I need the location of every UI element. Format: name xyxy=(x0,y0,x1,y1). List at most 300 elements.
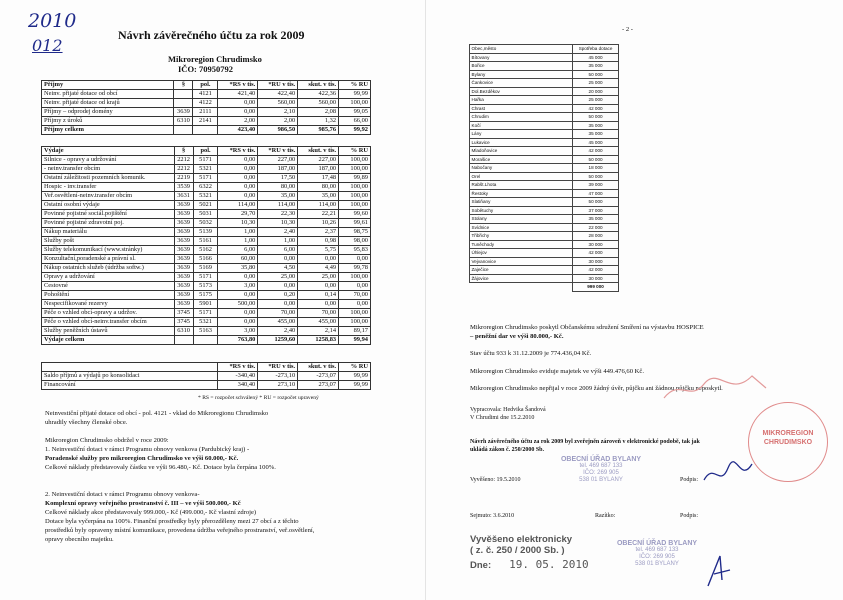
table-cell: 70,00 xyxy=(298,309,339,318)
table-cell: 5169 xyxy=(193,264,218,273)
table-cell: 66,00 xyxy=(339,117,371,126)
table-cell: 0,00 xyxy=(218,192,258,201)
municipalities-table xyxy=(469,44,619,292)
income-table xyxy=(41,80,371,135)
page-fold xyxy=(425,0,426,600)
table-cell: 422,36 xyxy=(298,90,339,99)
table-cell: 42 000 xyxy=(573,104,619,113)
table-cell xyxy=(174,90,193,99)
table-cell: 42 000 xyxy=(573,266,619,275)
table-cell: 99,94 xyxy=(339,336,371,345)
table-cell: 4,49 xyxy=(298,264,339,273)
table-row xyxy=(42,381,371,390)
table-cell: 0,00 xyxy=(339,255,371,264)
table-cell: 100,00 xyxy=(339,99,371,108)
office-stamp-1-zip: 538 01 BYLANY xyxy=(579,477,623,483)
table-cell: 47 000 xyxy=(573,189,619,198)
table-cell: skut. v tis. xyxy=(298,81,339,90)
table-cell: 10,26 xyxy=(298,219,339,228)
table-cell: 3639 xyxy=(174,300,193,309)
table-cell: Péče o vzhled obcí-neinv.transfer obcím xyxy=(42,318,175,327)
table-cell: 2,00 xyxy=(258,117,298,126)
table-cell: Svídnice xyxy=(470,223,573,232)
table-cell: 0,00 xyxy=(218,156,258,165)
table-row xyxy=(470,113,619,122)
table-cell: Příjmy z úroků xyxy=(42,117,174,126)
table-cell: 2,40 xyxy=(258,228,298,237)
table-row xyxy=(42,327,371,336)
table-row xyxy=(470,155,619,164)
paragraph-1-line-1: Neinvestiční přijaté dotace od obcí - pol. 4121 - vklad do Mikroregionu Chrudimsko xyxy=(45,410,269,417)
table-cell: 340,40 xyxy=(218,381,258,390)
table-cell: 0,20 xyxy=(258,291,298,300)
table-cell: Lukavice xyxy=(470,138,573,147)
prepared-date: V Chrudimi dne 15.2.2010 xyxy=(470,415,535,421)
table-cell: 3639 xyxy=(174,237,193,246)
document-title: Návrh závěrečného účtu za rok 2009 xyxy=(118,28,305,42)
table-cell: 985,76 xyxy=(298,126,339,135)
table-cell: % RU xyxy=(339,363,371,372)
table-cell: 5139 xyxy=(193,228,218,237)
table-cell: 100,00 xyxy=(339,318,371,327)
table-cell xyxy=(193,126,218,135)
table-row xyxy=(470,70,619,79)
electronic-posting-date: 19. 05. 2010 xyxy=(509,558,589,571)
table-cell: Dol.Bezděkov xyxy=(470,87,573,96)
table-cell: Tuněchody xyxy=(470,240,573,249)
table-row xyxy=(470,181,619,190)
table-cell: 0,00 xyxy=(218,174,258,183)
table-cell: § xyxy=(174,81,193,90)
table-row xyxy=(42,90,371,99)
table-cell: 3639 xyxy=(174,264,193,273)
table-cell: 100,00 xyxy=(339,309,371,318)
office-stamp-1-tel: tel. 469 687 133 xyxy=(579,463,623,469)
table-row xyxy=(470,198,619,207)
table-row xyxy=(470,62,619,71)
table-header-row xyxy=(42,147,371,156)
table-row xyxy=(42,183,371,192)
table-cell: 0,00 xyxy=(298,255,339,264)
table-cell: 6,00 xyxy=(258,246,298,255)
table-row xyxy=(42,291,371,300)
table-cell: 0,00 xyxy=(298,300,339,309)
table-cell: 25 000 xyxy=(573,96,619,105)
table-row xyxy=(470,53,619,62)
table-cell: 99,99 xyxy=(339,372,371,381)
table-cell: 0,00 xyxy=(258,282,298,291)
table-cell: 28 000 xyxy=(573,232,619,241)
table-cell: 0,00 xyxy=(339,300,371,309)
table-cell: 2,10 xyxy=(258,108,298,117)
table-cell: 422,40 xyxy=(258,90,298,99)
table-cell: pol. xyxy=(193,81,218,90)
table-cell: 4121 xyxy=(193,90,218,99)
office-stamp-2 xyxy=(612,540,702,568)
paragraph-3-line-3: Celkové náklady akce představovaly 999.000,- Kč (499.000,- Kč vlastní zdroje) xyxy=(45,509,257,516)
table-cell: 3639 xyxy=(174,246,193,255)
office-stamp-2-tel: tel. 469 687 133 xyxy=(635,547,679,553)
table-cell: Služby telekomunikací (www.stránky) xyxy=(42,246,175,255)
table-cell: Mladoňovice xyxy=(470,147,573,156)
table-row xyxy=(470,164,619,173)
table-cell: 3,00 xyxy=(218,282,258,291)
table-cell: 35 000 xyxy=(573,121,619,130)
table-cell: 5321 xyxy=(193,165,218,174)
table-cell: Výdaje celkem xyxy=(42,336,175,345)
table-cell: 20 000 xyxy=(573,87,619,96)
table-cell: skut. v tis. xyxy=(298,363,339,372)
table-cell: 100,00 xyxy=(339,165,371,174)
table-total-row xyxy=(42,336,371,345)
table-cell: 0,00 xyxy=(258,255,298,264)
table-row xyxy=(42,210,371,219)
table-cell: 0,00 xyxy=(218,273,258,282)
table-cell: % RU xyxy=(339,147,371,156)
table-cell: 30 000 xyxy=(573,257,619,266)
table-row xyxy=(42,228,371,237)
table-row xyxy=(470,104,619,113)
table-cell: 70,00 xyxy=(258,309,298,318)
table-cell: 35,00 xyxy=(258,192,298,201)
table-cell: 60,00 xyxy=(218,255,258,264)
table-row xyxy=(42,165,371,174)
round-stamp-text: MIKROREGION CHRUDIMSKO xyxy=(762,430,814,446)
table-cell: Třibřichy xyxy=(470,232,573,241)
table-cell: -273,07 xyxy=(298,372,339,381)
table-cell: 423,40 xyxy=(218,126,258,135)
table-cell: Saldo příjmů a výdajů po konsolidaci xyxy=(42,372,218,381)
table-cell: Vejvanovice xyxy=(470,257,573,266)
table-cell: 3745 xyxy=(174,318,193,327)
table-cell: 25,00 xyxy=(258,273,298,282)
table-row xyxy=(470,147,619,156)
table-cell: 35,00 xyxy=(298,192,339,201)
table-cell: 3639 xyxy=(174,228,193,237)
table-cell: 37 000 xyxy=(573,206,619,215)
table-cell: Konzultační,poradenské a právní sl. xyxy=(42,255,175,264)
red-signature-icon xyxy=(660,368,770,408)
table-cell: Služby pošt xyxy=(42,237,175,246)
electronic-posting-law: ( z. č. 250 / 2000 Sb. ) xyxy=(470,545,565,556)
table-cell: 5901 xyxy=(193,300,218,309)
paragraph-3-line-2: Komplexní opravy veřejného prostranství č. III – ve výši 500.000,- Kč xyxy=(45,500,241,507)
table-cell: 2141 xyxy=(193,117,218,126)
table-cell: 5166 xyxy=(193,255,218,264)
table-cell: 5161 xyxy=(193,237,218,246)
table-cell: 1,00 xyxy=(258,237,298,246)
table-cell: 2,40 xyxy=(258,327,298,336)
handwritten-year: 2010 xyxy=(28,10,77,32)
table-row xyxy=(470,96,619,105)
table-cell: -273,10 xyxy=(258,372,298,381)
table-cell xyxy=(174,336,193,345)
table-row xyxy=(42,174,371,183)
table-cell: 0,00 xyxy=(218,309,258,318)
table-cell: 5171 xyxy=(193,309,218,318)
table-cell: Příjmy xyxy=(42,81,174,90)
table-cell: Nákup ostatních služeb (údržba softw.) xyxy=(42,264,175,273)
table-cell: 35 000 xyxy=(573,215,619,224)
table-cell: 18 000 xyxy=(573,164,619,173)
table-cell: 80,00 xyxy=(298,183,339,192)
table-row xyxy=(470,87,619,96)
table-cell: 95,83 xyxy=(339,246,371,255)
table-cell: Péče o vzhled obcí-opravy a udržov. xyxy=(42,309,175,318)
table-cell: 10,30 xyxy=(218,219,258,228)
office-stamp-2-name: OBECNÍ ÚŘAD BYLANY xyxy=(616,540,698,547)
table-cell: 0,00 xyxy=(218,318,258,327)
table-cell xyxy=(193,336,218,345)
table-row xyxy=(470,130,619,139)
table-cell: 22,21 xyxy=(298,210,339,219)
table-cell: 99,78 xyxy=(339,264,371,273)
signature-2-icon xyxy=(700,550,740,590)
table-cell: 5171 xyxy=(193,156,218,165)
table-cell: 98,00 xyxy=(339,237,371,246)
posted-date: Vyvěšeno: 19.5.2010 xyxy=(470,477,521,483)
table-cell: 100,00 xyxy=(339,156,371,165)
page-number: - 2 - xyxy=(622,26,633,33)
table-cell: 6,00 xyxy=(218,246,258,255)
table-cell: Neinv. přijaté dotace od obcí xyxy=(42,90,174,99)
table-cell: 455,00 xyxy=(258,318,298,327)
table-cell: Sobětuchy xyxy=(470,206,573,215)
table-cell: 5163 xyxy=(193,327,218,336)
table-cell: Hařka xyxy=(470,96,573,105)
table-cell: 3639 xyxy=(174,255,193,264)
table-cell: 0,00 xyxy=(339,282,371,291)
table-row xyxy=(470,189,619,198)
office-stamp-1-ico: IČO: 269 905 xyxy=(583,470,619,476)
hospice-gift-line-1: Mikroregion Chrudimsko poskytl Občanskému sdružení Smíření na výstavbu HOSPICE xyxy=(470,324,704,331)
table-row xyxy=(470,138,619,147)
table-cell: *RS v tis. xyxy=(218,147,258,156)
table-cell: 1,00 xyxy=(218,237,258,246)
table-cell: 45 000 xyxy=(573,138,619,147)
table-cell: Řestoky xyxy=(470,189,573,198)
table-cell: 3639 xyxy=(174,273,193,282)
table-cell: 6310 xyxy=(174,117,193,126)
no-loans-statement: Mikroregion Chrudimsko nepřijal v roce 2009 žádný úvěr, půjčku ani žádnou půjčku neposkytl. xyxy=(470,385,723,392)
table-cell: 763,80 xyxy=(218,336,258,345)
table-cell: 227,00 xyxy=(298,156,339,165)
table-cell: 30 000 xyxy=(573,274,619,283)
table-row xyxy=(470,121,619,130)
table-row xyxy=(470,223,619,232)
table-cell: Obec,město xyxy=(470,45,573,54)
table-cell xyxy=(42,363,218,372)
table-cell: 0,98 xyxy=(298,237,339,246)
signature-1-icon xyxy=(700,458,760,488)
table-cell: 99,99 xyxy=(339,90,371,99)
table-cell: - neinv.transfer obcím xyxy=(42,165,175,174)
table-cell: skut. v tis. xyxy=(298,147,339,156)
table-cell: 2219 xyxy=(174,174,193,183)
table-cell: 25 000 xyxy=(573,79,619,88)
publication-note-line-1: Návrh závěrečného účtu za rok 2009 byl zveřejněn zároveň v elektronické podobě, tak jak xyxy=(470,439,700,445)
paragraph-2-line-4: Celkové náklady představovaly částku ve výši 96.480,- Kč. Dotace byla čerpána 100%. xyxy=(45,464,276,471)
table-total-row xyxy=(470,283,619,292)
table-cell: Nákup materiálu xyxy=(42,228,175,237)
table-cell: 99,99 xyxy=(339,381,371,390)
table-cell: 99,60 xyxy=(339,210,371,219)
table-cell: 35,80 xyxy=(218,264,258,273)
table-cell: Veř.osvětlení-neinv.transfer obcím xyxy=(42,192,175,201)
table-cell: Cestovné xyxy=(42,282,175,291)
table-cell: 5321 xyxy=(193,192,218,201)
table-cell: 98,75 xyxy=(339,228,371,237)
signature-label-2: Podpis: xyxy=(680,513,699,519)
table-cell: 4122 xyxy=(193,99,218,108)
table-cell: 25,00 xyxy=(298,273,339,282)
table-cell: 3639 xyxy=(174,108,193,117)
table-cell: Kočí xyxy=(470,121,573,130)
table-cell: Financování xyxy=(42,381,218,390)
table-cell: *RS v tis. xyxy=(218,363,258,372)
table-cell: 1,00 xyxy=(218,228,258,237)
table-row xyxy=(42,117,371,126)
paragraph-1-line-2: uhradily všechny členské obce. xyxy=(45,419,128,426)
footnote: * RS = rozpočet schválený * RU = rozpočet upravený xyxy=(198,395,319,401)
table-row xyxy=(42,99,371,108)
table-row xyxy=(42,219,371,228)
signature-label-1: Podpis: xyxy=(680,477,699,483)
table-cell: Orel xyxy=(470,172,573,181)
electronic-posting-title: Vyvěšeno elektronicky xyxy=(470,534,573,545)
paragraph-2-line-3: Poradenské služby pro mikroregion Chrudimsko ve výši 60.000,- Kč. xyxy=(45,455,239,462)
table-cell: 80,00 xyxy=(258,183,298,192)
table-cell: Bořice xyxy=(470,62,573,71)
paragraph-2-line-2: 1. Neinvestiční dotaci v rámci Programu obnovy venkova (Pardubický kraj) - xyxy=(45,446,250,453)
table-cell: 45 000 xyxy=(573,53,619,62)
table-cell: Bítovany xyxy=(470,53,573,62)
stamp-label: Razítko: xyxy=(595,513,616,519)
table-cell: 999 000 xyxy=(573,283,619,292)
table-cell: Ostatní záležitosti pozemních komunik. xyxy=(42,174,175,183)
office-stamp-1-name: OBECNÍ ÚŘAD BYLANY xyxy=(560,456,642,463)
table-cell: Opravy a udržování xyxy=(42,273,175,282)
table-cell: 1259,60 xyxy=(258,336,298,345)
table-cell: Služby peněžních ústavů xyxy=(42,327,175,336)
table-cell: 3639 xyxy=(174,201,193,210)
table-cell: 2212 xyxy=(174,156,193,165)
table-cell: 6322 xyxy=(193,183,218,192)
table-row xyxy=(470,249,619,258)
table-cell: 0,00 xyxy=(218,165,258,174)
table-cell: 3639 xyxy=(174,210,193,219)
table-row xyxy=(470,274,619,283)
table-row xyxy=(470,266,619,275)
table-row xyxy=(42,108,371,117)
organization-name: Mikroregion Chrudimsko xyxy=(168,54,262,64)
table-cell: 3,00 xyxy=(218,327,258,336)
table-cell: 30 000 xyxy=(573,240,619,249)
table-cell: 187,00 xyxy=(258,165,298,174)
table-total-row xyxy=(42,126,371,135)
property-value: Mikroregion Chrudimsko eviduje majetek ve výši 449.476,60 Kč. xyxy=(470,368,644,375)
paragraph-3-line-5: prostředků byly opraveny místní komunikace, provedena údržba veřejného prostranství, veř.osvětlení, xyxy=(45,527,315,534)
table-cell: 0,14 xyxy=(298,291,339,300)
paragraph-2-line-1: Mikroregion Chrudimsko obdržel v roce 2009: xyxy=(45,437,169,444)
table-cell: 1258,83 xyxy=(298,336,339,345)
table-row xyxy=(42,192,371,201)
table-cell: 5031 xyxy=(193,210,218,219)
table-cell: 0,00 xyxy=(258,300,298,309)
table-cell: 421,40 xyxy=(218,90,258,99)
table-row xyxy=(42,201,371,210)
table-row xyxy=(42,246,371,255)
organization-ico: IČO: 70950792 xyxy=(178,64,234,74)
table-cell: § xyxy=(174,147,193,156)
table-cell: *RU v tis. xyxy=(258,147,298,156)
table-cell: Lány xyxy=(470,130,573,139)
table-cell: 29,70 xyxy=(218,210,258,219)
table-cell: 0,00 xyxy=(218,183,258,192)
table-row xyxy=(42,255,371,264)
table-row xyxy=(470,206,619,215)
table-cell: -340,40 xyxy=(218,372,258,381)
office-stamp-1 xyxy=(556,456,646,484)
table-cell: Rabšt.Lhota xyxy=(470,181,573,190)
table-cell: 17,50 xyxy=(258,174,298,183)
table-cell: 6310 xyxy=(174,327,193,336)
table-row xyxy=(470,172,619,181)
table-cell: 100,00 xyxy=(339,201,371,210)
table-cell: 273,10 xyxy=(258,381,298,390)
table-cell: Stolany xyxy=(470,215,573,224)
table-row xyxy=(470,232,619,241)
table-cell: 2212 xyxy=(174,165,193,174)
table-cell: 5,75 xyxy=(298,246,339,255)
table-row xyxy=(470,215,619,224)
table-cell: Hospic - inv.transfer xyxy=(42,183,175,192)
table-cell: 5173 xyxy=(193,282,218,291)
table-row xyxy=(42,282,371,291)
table-cell: 986,50 xyxy=(258,126,298,135)
table-cell: 2,37 xyxy=(298,228,339,237)
table-cell: 100,00 xyxy=(339,192,371,201)
table-row xyxy=(42,300,371,309)
table-header-row xyxy=(42,81,371,90)
table-cell: 99,89 xyxy=(339,174,371,183)
table-cell xyxy=(174,126,193,135)
table-cell: 560,00 xyxy=(258,99,298,108)
table-cell: 114,00 xyxy=(218,201,258,210)
table-cell: 42 000 xyxy=(573,147,619,156)
paragraph-3-line-4: Dotace byla vyčerpána na 100%. Finanční prostředky byly přerozděleny mezi 27 obcí a z těchto xyxy=(45,518,299,525)
table-cell: Silnice - opravy a udržování xyxy=(42,156,175,165)
table-cell: 22 000 xyxy=(573,223,619,232)
table-cell: 99,61 xyxy=(339,219,371,228)
table-cell: Příjmy celkem xyxy=(42,126,174,135)
table-cell: % RU xyxy=(339,81,371,90)
table-cell: 5175 xyxy=(193,291,218,300)
table-cell: 3745 xyxy=(174,309,193,318)
table-row xyxy=(42,318,371,327)
table-row xyxy=(42,309,371,318)
publication-note-line-2: ukládá zákon č. 250/2000 Sb. xyxy=(470,447,545,453)
table-cell: 5171 xyxy=(193,174,218,183)
table-row xyxy=(42,372,371,381)
table-cell: *RU v tis. xyxy=(258,363,298,372)
table-row xyxy=(470,240,619,249)
table-cell: 100,00 xyxy=(339,183,371,192)
table-cell: 50 000 xyxy=(573,155,619,164)
office-stamp-2-ico: IČO: 269 905 xyxy=(639,554,675,560)
table-cell: pol. xyxy=(193,147,218,156)
table-cell: Nespecifikované rezervy xyxy=(42,300,175,309)
